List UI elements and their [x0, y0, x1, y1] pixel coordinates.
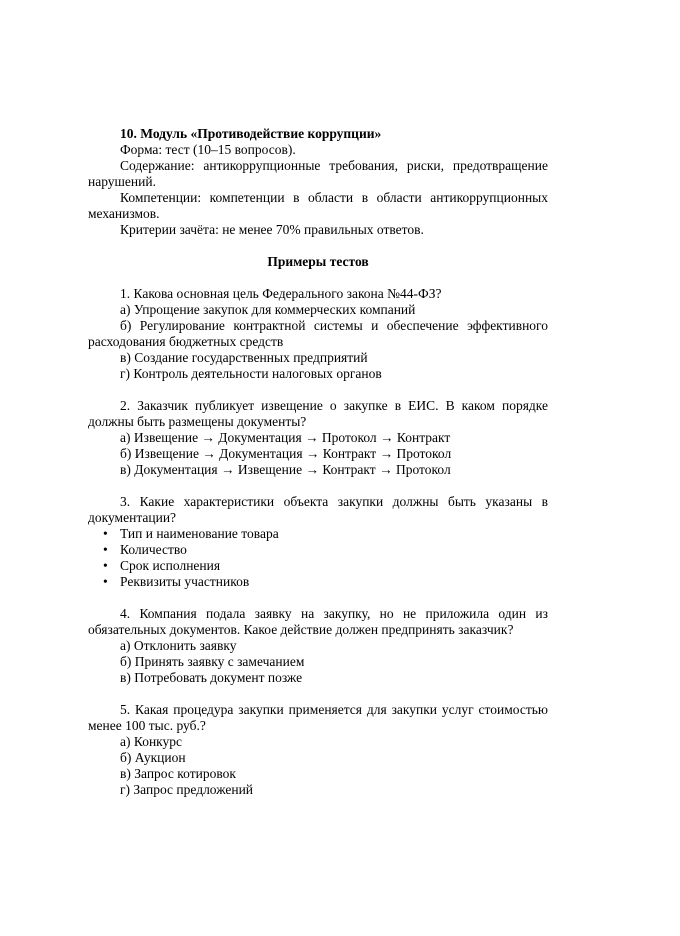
question-block-3: [88, 494, 548, 590]
answer-option: а) Отклонить заявку: [120, 638, 237, 653]
section-heading: Примеры тестов: [267, 254, 369, 269]
question-text: 3. Какие характеристики объекта закупки должны быть указаны в документации?: [88, 494, 548, 525]
competencies-line: Компетенции: компетенции в области в области антикоррупционных механизмов.: [88, 190, 548, 221]
bullet-text: Количество: [120, 542, 187, 557]
question-block-5: [88, 702, 548, 798]
answer-option: в) Создание государственных предприятий: [120, 350, 368, 365]
question-text: 2. Заказчик публикует извещение о закупке в ЕИС. В каком порядке должны быть размещены документы?: [88, 398, 548, 429]
bullet-text: Реквизиты участников: [120, 574, 250, 589]
bullet-text: Срок исполнения: [120, 558, 221, 573]
answer-option: б) Регулирование контрактной системы и обеспечение эффективного расходования бюджетных средств: [88, 318, 548, 349]
answer-option: в) Запрос котировок: [120, 766, 236, 781]
list-item: [88, 558, 548, 574]
question-text: 4. Компания подала заявку на закупку, но не приложила один из обязательных документов. Какое действие должен предпринять заказчик?: [88, 606, 548, 637]
question-block-4: [88, 606, 548, 686]
bullet-icon: •: [103, 574, 108, 589]
answer-option: г) Запрос предложений: [120, 782, 254, 797]
answer-option: б) Аукцион: [120, 750, 186, 765]
answer-option: а) Конкурс: [120, 734, 183, 749]
list-item: [88, 526, 548, 542]
bullet-icon: •: [103, 558, 108, 573]
answer-option: а) Упрощение закупок для коммерческих компаний: [120, 302, 416, 317]
module-title: 10. Модуль «Противодействие коррупции»: [120, 126, 382, 141]
content-line: Содержание: антикоррупционные требования, риски, предотвращение нарушений.: [88, 158, 548, 189]
answer-option: г) Контроль деятельности налоговых органов: [120, 366, 382, 381]
bullet-text: Тип и наименование товара: [120, 526, 279, 541]
question-text: 5. Какая процедура закупки применяется для закупки услуг стоимостью менее 100 тыс. руб.?: [88, 702, 548, 733]
question-text: 1. Какова основная цель Федерального закона №44-ФЗ?: [120, 286, 442, 301]
answer-option: б) Принять заявку с замечанием: [120, 654, 305, 669]
form-line: Форма: тест (10–15 вопросов).: [120, 142, 296, 157]
list-item: [88, 574, 548, 590]
criteria-line: Критерии зачёта: не менее 70% правильных ответов.: [120, 222, 424, 237]
list-item: [88, 542, 548, 558]
answer-option: а) Извещение → Документация → Протокол → Контракт: [120, 430, 451, 445]
bullet-icon: •: [103, 542, 108, 557]
bullet-icon: •: [103, 526, 108, 541]
answer-option: б) Извещение → Документация → Контракт → Протокол: [120, 446, 452, 461]
question-block-1: [88, 286, 548, 382]
answer-option: в) Потребовать документ позже: [120, 670, 303, 685]
answer-option: в) Документация → Извещение → Контракт → Протокол: [120, 462, 451, 477]
question-block-2: [88, 398, 548, 478]
